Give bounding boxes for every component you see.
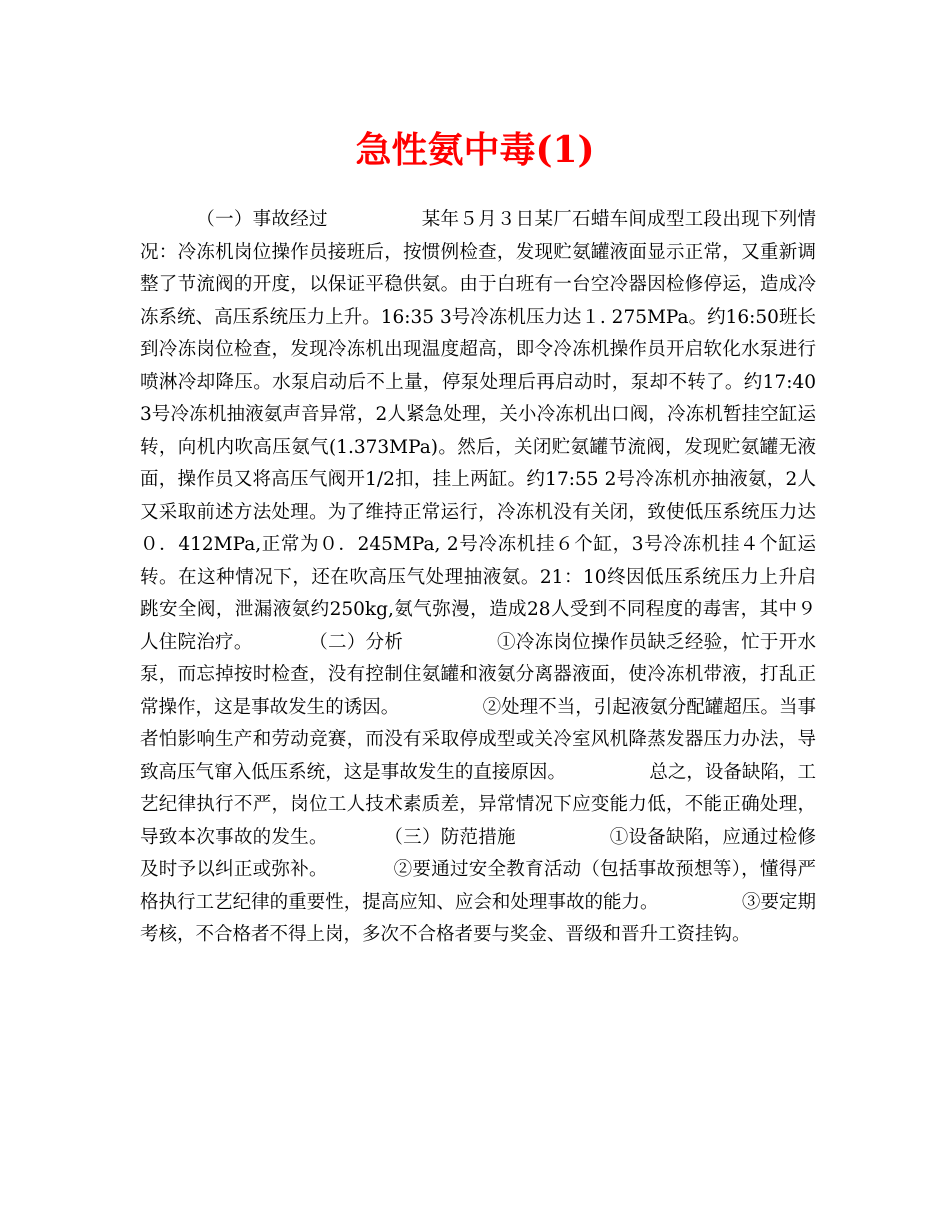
document-body-text: （一）事故经过 某年５月３日某厂石蜡车间成型工段出现下列情况：冷冻机岗位操作员接班后，按惯例检查，发现贮氨罐液面显示正常，又重新调整了节流阀的开度，以保证平稳供氨。由于白班有一台空冷器因检修停运，造成冷冻系统、高压系统压力上升。16:35 3号冷冻机压力达１. 275MPa。约16:50班长到冷冻岗位检查，发现冷冻机出现温度超高，即令冷冻机操作员开启软化水泵进行喷淋冷却降压。水泵启动后不上量，停泵处理后再启动时，泵却不转了。约17:40 3号冷冻机抽液氨声音异常，2人紧急处理，关小冷冻机出口阀，冷冻机暂挂空缸运转，向机内吹高压氨气(1.373MPa)。然后，关闭贮氨罐节流阀，发现贮氨罐无液面，操作员又将高压气阀开1/2扣，挂上两缸。约17:55 2号冷冻机亦抽液氨，2人又采取前述方法处理。为了维持正常运行，冷冻机没有关闭，致使低压系统压力达０．412MPa,正常为０．245MPa, 2号冷冻机挂６个缸，3号冷冻机挂４个缸运转。在这种情况下，还在吹高压气处理抽液氨。21：10终因低压系统压力上升启跳安全阀，泄漏液氨约250kg,氨气弥漫，造成28人受到不同程度的毒害，其中９人住院治疗。 （二）分析 ①冷冻岗位操作员缺乏经验，忙于开水泵，而忘掉按时检查，没有控制住氨罐和液氨分离器液面，使冷冻机带液，打乱正常操作，这是事故发生的诱因。 ②处理不当，引起液氨分配罐超压。当事者怕影响生产和劳动竞赛，而没有采取停成型或关冷室风机降蒸发器压力办法，导致高压气窜入低压系统，这是事故发生的直接原因。 总之，设备缺陷，工艺纪律执行不严，岗位工人技术素质差，异常情况下应变能力低，不能正确处理，导致本次事故的发生。 （三）防范措施 ①设备缺陷，应通过检修及时予以纠正或弥补。 ②要通过安全教育活动（包括事故预想等），懂得严格执行工艺纪律的重要性，提高应知、应会和处理事故的能力。 ③要定期考核，不合格者不得上岗，多次不合格者要与奖金、晋级和晋升工资挂钩。: [140, 209, 816, 945]
document-title: 急性氨中毒(1): [355, 129, 595, 171]
document-body-paragraph: [140, 204, 816, 952]
